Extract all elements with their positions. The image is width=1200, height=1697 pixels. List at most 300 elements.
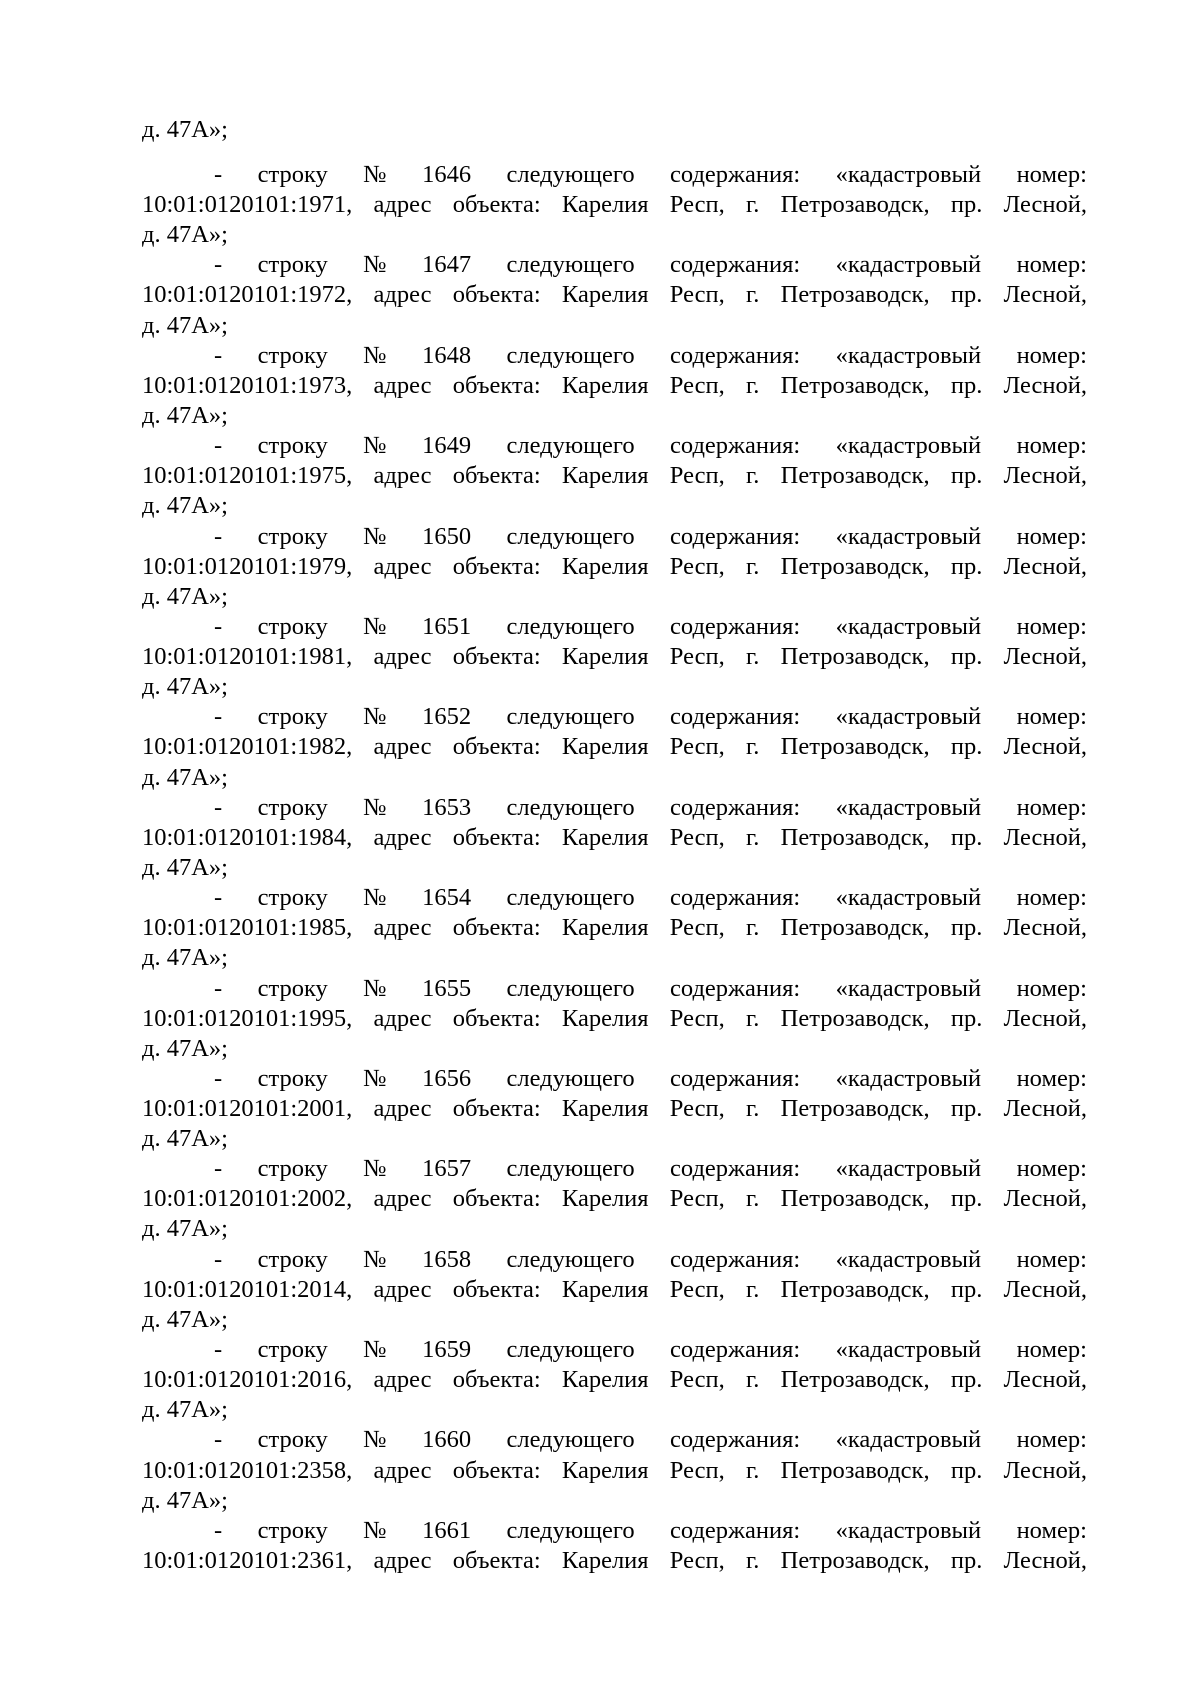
entry-line-3: д. 47А»; <box>142 1215 228 1243</box>
row-number: 1650 <box>422 522 472 550</box>
word-text: Петрозаводск, <box>780 281 930 309</box>
word-text: строку <box>257 974 328 1002</box>
dash-text: - <box>214 703 223 731</box>
word-text: номер: <box>1016 612 1087 640</box>
word-text: Петрозаводск, <box>780 1366 930 1394</box>
word-text: номер: <box>1016 703 1087 731</box>
word-text: объекта: <box>452 643 541 671</box>
word-text: Респ, <box>669 371 725 399</box>
numero-sign-text: № <box>363 161 387 188</box>
word-text: объекта: <box>452 914 541 942</box>
cadastral-number: 10:01:0120101:1979, <box>142 552 353 580</box>
entry-line-3: д. 47А»; <box>142 1034 228 1062</box>
word-text: «кадастровый <box>835 1516 982 1544</box>
word-text: объекта: <box>452 1456 541 1484</box>
word-text: объекта: <box>452 1185 541 1213</box>
word-text: «кадастровый <box>835 1245 982 1273</box>
cadastral-number: 10:01:0120101:2002, <box>142 1185 353 1213</box>
word-text: Карелия <box>561 191 649 219</box>
word-text: объекта: <box>452 733 541 761</box>
word-text: следующего <box>506 1245 635 1273</box>
numero-sign-text: № <box>363 1426 387 1454</box>
entry-line-3: д. 47А»; <box>142 853 228 881</box>
word-text: адрес <box>373 733 432 761</box>
word-text: г. <box>745 1456 760 1484</box>
word-text: следующего <box>506 793 635 821</box>
word-text: «кадастровый <box>835 251 982 279</box>
numero-sign-text: № <box>363 522 387 550</box>
cadastral-number: 10:01:0120101:1985, <box>142 914 353 942</box>
word-text: Карелия <box>561 1185 649 1213</box>
list-item <box>142 250 1087 340</box>
word-text: Респ, <box>669 914 725 942</box>
entry-line-1 <box>214 1425 1087 1455</box>
word-text: следующего <box>506 522 635 550</box>
word-text: г. <box>745 733 760 761</box>
word-text: номер: <box>1016 251 1087 279</box>
dash-text: - <box>214 251 223 279</box>
word-text: Карелия <box>561 462 649 490</box>
dash-text: - <box>214 884 223 912</box>
entry-line-2 <box>142 461 1087 491</box>
word-text: следующего <box>506 432 635 460</box>
word-text: строку <box>257 793 328 821</box>
dash-text: - <box>214 1516 223 1544</box>
word-text: г. <box>745 1366 760 1394</box>
word-text: объекта: <box>452 191 541 219</box>
word-text: содержания: <box>670 703 801 731</box>
word-text: содержания: <box>670 974 801 1002</box>
word-text: следующего <box>506 1426 635 1454</box>
numero-sign-text: № <box>363 1064 387 1092</box>
row-number: 1654 <box>422 884 472 912</box>
word-text: строку <box>257 1064 328 1092</box>
word-text: Лесной, <box>1003 281 1087 309</box>
numero-sign-text: № <box>363 974 387 1002</box>
entry-line-1 <box>214 1516 1087 1546</box>
list-item <box>142 1154 1087 1244</box>
word-text: Лесной, <box>1003 371 1087 399</box>
dash-text: - <box>214 1426 223 1454</box>
word-text: строку <box>257 703 328 731</box>
word-text: пр. <box>950 1004 983 1032</box>
list-item <box>142 1425 1087 1515</box>
word-text: Лесной, <box>1003 1366 1087 1394</box>
entry-line-2 <box>142 1546 1087 1576</box>
word-text: номер: <box>1016 1064 1087 1092</box>
word-text: адрес <box>373 1095 432 1122</box>
word-text: Карелия <box>561 1095 649 1122</box>
entry-line-1 <box>214 160 1087 190</box>
entry-line-1 <box>214 702 1087 732</box>
word-text: номер: <box>1016 432 1087 460</box>
list-item <box>142 793 1087 883</box>
word-text: «кадастровый <box>835 432 982 460</box>
word-text: объекта: <box>452 1095 541 1122</box>
word-text: объекта: <box>452 552 541 580</box>
cadastral-number: 10:01:0120101:2361, <box>142 1546 353 1574</box>
word-text: Респ, <box>669 1546 725 1574</box>
word-text: Респ, <box>669 1456 725 1484</box>
word-text: Петрозаводск, <box>780 733 930 761</box>
word-text: Лесной, <box>1003 1546 1087 1574</box>
numero-sign-text: № <box>363 793 387 821</box>
word-text: номер: <box>1016 1155 1087 1183</box>
word-text: номер: <box>1016 1245 1087 1273</box>
entry-line-1 <box>214 431 1087 461</box>
word-text: номер: <box>1016 341 1087 369</box>
word-text: объекта: <box>452 823 541 851</box>
word-text: г. <box>745 281 760 309</box>
word-text: объекта: <box>452 371 541 399</box>
word-text: номер: <box>1016 974 1087 1002</box>
word-text: адрес <box>373 1275 432 1303</box>
word-text: объекта: <box>452 281 541 309</box>
word-text: строку <box>257 884 328 912</box>
word-text: «кадастровый <box>835 1064 982 1092</box>
continuation-line: д. 47А»; <box>142 116 228 143</box>
word-text: номер: <box>1016 1426 1087 1454</box>
entry-line-3: д. 47А»; <box>142 311 228 339</box>
word-text: Петрозаводск, <box>780 1095 930 1122</box>
word-text: «кадастровый <box>835 793 982 821</box>
dash-text: - <box>214 793 223 821</box>
word-text: адрес <box>373 462 432 490</box>
word-text: адрес <box>373 1185 432 1213</box>
numero-sign-text: № <box>363 703 387 731</box>
word-text: строку <box>257 161 328 188</box>
word-text: содержания: <box>670 1155 801 1183</box>
cadastral-number: 10:01:0120101:1971, <box>142 191 353 219</box>
numero-sign-text: № <box>363 1336 387 1364</box>
word-text: г. <box>745 823 760 851</box>
word-text: «кадастровый <box>835 522 982 550</box>
word-text: г. <box>745 552 760 580</box>
word-text: пр. <box>950 914 983 942</box>
word-text: Карелия <box>561 643 649 671</box>
row-number: 1653 <box>422 793 472 821</box>
word-text: содержания: <box>670 884 801 912</box>
word-text: Карелия <box>561 281 649 309</box>
dash-text: - <box>214 1155 223 1183</box>
list-item <box>142 612 1087 702</box>
word-text: Респ, <box>669 823 725 851</box>
word-text: номер: <box>1016 161 1087 188</box>
word-text: строку <box>257 612 328 640</box>
word-text: «кадастровый <box>835 161 982 188</box>
word-text: номер: <box>1016 884 1087 912</box>
word-text: г. <box>745 191 760 219</box>
word-text: строку <box>257 1426 328 1454</box>
dash-text: - <box>214 974 223 1002</box>
list-item <box>142 431 1087 521</box>
entry-line-2 <box>142 371 1087 401</box>
word-text: Лесной, <box>1003 1185 1087 1213</box>
word-text: пр. <box>950 1456 983 1484</box>
entry-line-3: д. 47А»; <box>142 763 228 791</box>
list-item <box>142 522 1087 612</box>
word-text: «кадастровый <box>835 1336 982 1364</box>
word-text: Карелия <box>561 371 649 399</box>
word-text: адрес <box>373 914 432 942</box>
word-text: содержания: <box>670 1064 801 1092</box>
word-text: Респ, <box>669 1004 725 1032</box>
word-text: Лесной, <box>1003 191 1087 219</box>
entry-line-3: д. 47А»; <box>142 1125 228 1153</box>
word-text: пр. <box>950 191 983 219</box>
word-text: г. <box>745 1185 760 1213</box>
word-text: Респ, <box>669 643 725 671</box>
entry-line-3: д. 47А»; <box>142 492 228 520</box>
entry-line-3: д. 47А»; <box>142 673 228 701</box>
word-text: пр. <box>950 552 983 580</box>
entry-line-2 <box>142 823 1087 853</box>
word-text: Петрозаводск, <box>780 191 930 219</box>
word-text: Лесной, <box>1003 1275 1087 1303</box>
word-text: Лесной, <box>1003 1004 1087 1032</box>
entry-line-1 <box>214 522 1087 552</box>
entry-line-1 <box>214 1064 1087 1094</box>
word-text: адрес <box>373 1456 432 1484</box>
word-text: Лесной, <box>1003 733 1087 761</box>
cadastral-number: 10:01:0120101:1995, <box>142 1004 353 1032</box>
entry-line-1 <box>214 883 1087 913</box>
row-number: 1658 <box>422 1245 472 1273</box>
word-text: строку <box>257 1516 328 1544</box>
word-text: содержания: <box>670 522 801 550</box>
entry-line-1 <box>214 974 1087 1004</box>
entry-line-2 <box>142 642 1087 672</box>
entry-line-2 <box>142 732 1087 762</box>
entry-line-2 <box>142 1456 1087 1486</box>
word-text: объекта: <box>452 1546 541 1574</box>
word-text: содержания: <box>670 1516 801 1544</box>
word-text: содержания: <box>670 1245 801 1273</box>
list-item <box>142 1064 1087 1154</box>
dash-text: - <box>214 522 223 550</box>
word-text: Лесной, <box>1003 643 1087 671</box>
word-text: Лесной, <box>1003 823 1087 851</box>
dash-text: - <box>214 341 223 369</box>
row-number: 1656 <box>422 1064 472 1092</box>
word-text: строку <box>257 432 328 460</box>
entry-line-2 <box>142 913 1087 943</box>
word-text: г. <box>745 643 760 671</box>
word-text: номер: <box>1016 1516 1087 1544</box>
word-text: г. <box>745 1275 760 1303</box>
dash-text: - <box>214 432 223 460</box>
entry-line-1 <box>214 341 1087 371</box>
list-item <box>142 1245 1087 1335</box>
numero-sign-text: № <box>363 251 387 279</box>
word-text: Респ, <box>669 462 725 490</box>
numero-sign-text: № <box>363 884 387 912</box>
word-text: Респ, <box>669 191 725 219</box>
word-text: г. <box>745 371 760 399</box>
row-number: 1655 <box>422 974 472 1002</box>
cadastral-number: 10:01:0120101:2016, <box>142 1366 353 1394</box>
cadastral-number: 10:01:0120101:1982, <box>142 733 353 761</box>
word-text: пр. <box>950 371 983 399</box>
entry-line-1 <box>214 612 1087 642</box>
word-text: содержания: <box>670 1336 801 1364</box>
dash-text: - <box>214 1336 223 1364</box>
row-number: 1646 <box>422 161 472 188</box>
word-text: пр. <box>950 1095 983 1122</box>
list-item <box>142 974 1087 1064</box>
row-number: 1659 <box>422 1336 472 1364</box>
word-text: Петрозаводск, <box>780 1456 930 1484</box>
row-number: 1660 <box>422 1426 472 1454</box>
word-text: адрес <box>373 552 432 580</box>
entry-line-3: д. 47А»; <box>142 1486 228 1514</box>
numero-sign-text: № <box>363 432 387 460</box>
word-text: Лесной, <box>1003 462 1087 490</box>
list-item <box>142 341 1087 431</box>
word-text: Лесной, <box>1003 914 1087 942</box>
entry-line-3: д. 47А»; <box>142 944 228 972</box>
word-text: Петрозаводск, <box>780 462 930 490</box>
cadastral-number: 10:01:0120101:2014, <box>142 1275 353 1303</box>
word-text: следующего <box>506 161 635 188</box>
entry-line-1 <box>214 250 1087 280</box>
word-text: объекта: <box>452 1275 541 1303</box>
word-text: Петрозаводск, <box>780 643 930 671</box>
word-text: Респ, <box>669 552 725 580</box>
word-text: г. <box>745 462 760 490</box>
word-text: Респ, <box>669 1095 725 1122</box>
dash-text: - <box>214 161 223 188</box>
entry-line-3: д. 47А»; <box>142 221 228 249</box>
word-text: строку <box>257 251 328 279</box>
cadastral-number: 10:01:0120101:1972, <box>142 281 353 309</box>
word-text: Карелия <box>561 1004 649 1032</box>
dash-text: - <box>214 1245 223 1273</box>
entry-line-3: д. 47А»; <box>142 1305 228 1333</box>
entry-line-3: д. 47А»; <box>142 1396 228 1424</box>
word-text: объекта: <box>452 1366 541 1394</box>
word-text: Карелия <box>561 823 649 851</box>
word-text: строку <box>257 341 328 369</box>
entry-line-2 <box>142 1365 1087 1395</box>
word-text: Респ, <box>669 281 725 309</box>
row-number: 1661 <box>422 1516 472 1544</box>
word-text: содержания: <box>670 1426 801 1454</box>
word-text: Лесной, <box>1003 552 1087 580</box>
numero-sign-text: № <box>363 612 387 640</box>
word-text: г. <box>745 1004 760 1032</box>
entry-line-3: д. 47А»; <box>142 401 228 429</box>
word-text: следующего <box>506 884 635 912</box>
entry-line-2 <box>142 1004 1087 1034</box>
word-text: адрес <box>373 643 432 671</box>
word-text: содержания: <box>670 432 801 460</box>
row-number: 1657 <box>422 1155 472 1183</box>
row-number: 1652 <box>422 703 472 731</box>
cadastral-number: 10:01:0120101:2358, <box>142 1456 353 1484</box>
word-text: «кадастровый <box>835 1426 982 1454</box>
word-text: адрес <box>373 281 432 309</box>
word-text: Лесной, <box>1003 1456 1087 1484</box>
word-text: пр. <box>950 1185 983 1213</box>
word-text: адрес <box>373 371 432 399</box>
word-text: следующего <box>506 974 635 1002</box>
word-text: Петрозаводск, <box>780 1275 930 1303</box>
word-text: следующего <box>506 251 635 279</box>
word-text: Карелия <box>561 1456 649 1484</box>
word-text: «кадастровый <box>835 341 982 369</box>
word-text: содержания: <box>670 793 801 821</box>
cadastral-number: 10:01:0120101:2001, <box>142 1095 353 1122</box>
entry-line-1 <box>214 1154 1087 1184</box>
word-text: Петрозаводск, <box>780 823 930 851</box>
word-text: Петрозаводск, <box>780 552 930 580</box>
numero-sign-text: № <box>363 341 387 369</box>
numero-sign-text: № <box>363 1155 387 1183</box>
word-text: строку <box>257 522 328 550</box>
word-text: г. <box>745 1095 760 1122</box>
list-item <box>142 1335 1087 1425</box>
entry-line-2 <box>142 552 1087 582</box>
entry-line-2 <box>142 1184 1087 1214</box>
word-text: адрес <box>373 1546 432 1574</box>
entry-line-2 <box>142 190 1087 220</box>
word-text: пр. <box>950 823 983 851</box>
word-text: объекта: <box>452 462 541 490</box>
word-text: номер: <box>1016 1336 1087 1364</box>
word-text: следующего <box>506 612 635 640</box>
word-text: Респ, <box>669 1366 725 1394</box>
entry-list <box>142 160 1087 1606</box>
word-text: Петрозаводск, <box>780 914 930 942</box>
word-text: «кадастровый <box>835 703 982 731</box>
word-text: Карелия <box>561 1366 649 1394</box>
dash-text: - <box>214 1064 223 1092</box>
word-text: следующего <box>506 1064 635 1092</box>
word-text: «кадастровый <box>835 974 982 1002</box>
word-text: адрес <box>373 1004 432 1032</box>
word-text: пр. <box>950 643 983 671</box>
word-text: содержания: <box>670 161 801 188</box>
word-text: Респ, <box>669 1185 725 1213</box>
word-text: содержания: <box>670 251 801 279</box>
entry-line-1 <box>214 1245 1087 1275</box>
word-text: пр. <box>950 1546 983 1574</box>
list-item <box>142 702 1087 792</box>
word-text: г. <box>745 1546 760 1574</box>
word-text: пр. <box>950 462 983 490</box>
word-text: следующего <box>506 1155 635 1183</box>
word-text: объекта: <box>452 1004 541 1032</box>
entry-line-3: д. 47А»; <box>142 582 228 610</box>
word-text: Карелия <box>561 733 649 761</box>
word-text: номер: <box>1016 522 1087 550</box>
dash-text: - <box>214 612 223 640</box>
row-number: 1651 <box>422 612 472 640</box>
word-text: «кадастровый <box>835 1155 982 1183</box>
word-text: пр. <box>950 281 983 309</box>
cadastral-number: 10:01:0120101:1973, <box>142 371 353 399</box>
cadastral-number: 10:01:0120101:1984, <box>142 823 353 851</box>
word-text: адрес <box>373 823 432 851</box>
word-text: г. <box>745 914 760 942</box>
numero-sign-text: № <box>363 1245 387 1273</box>
list-item <box>142 1516 1087 1606</box>
word-text: строку <box>257 1245 328 1273</box>
word-text: Лесной, <box>1003 1095 1087 1122</box>
row-number: 1648 <box>422 341 472 369</box>
entry-line-2 <box>142 1275 1087 1305</box>
